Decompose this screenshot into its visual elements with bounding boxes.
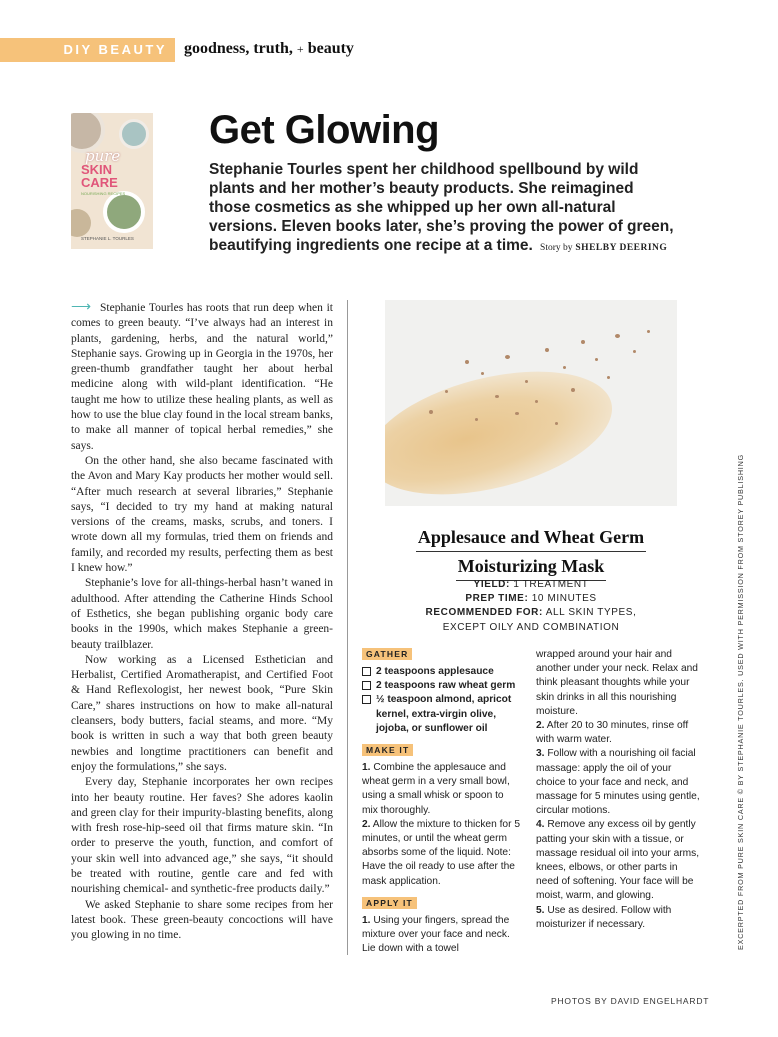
step-text: Use as desired. Follow with moisturizer if necessary. [536, 904, 672, 930]
recipe-title-line2: Moisturizing Mask [456, 552, 607, 581]
speck [429, 410, 433, 414]
step-number: 4. [536, 819, 545, 831]
column-divider [347, 300, 348, 955]
ingredient-text: ½ teaspoon almond, apricot kernel, extra-virgin olive, jojoba, or sunflower oil [376, 694, 512, 734]
step-text: Combine the applesauce and wheat germ in a very small bowl, using a small whisk or spoon to mix thoroughly. [362, 762, 510, 816]
step-text: Remove any excess oil by gently patting your skin with a tissue, or massage residual oil into your arms, knees, elbows, or other parts in need of softening. Your face will be moist, warm, and glowing. [536, 819, 700, 902]
speck [505, 355, 510, 359]
ingredient-item [362, 693, 522, 736]
applyit-label: APPLY IT [362, 897, 417, 909]
recommended-row-2: EXCEPT OILY AND COMBINATION [442, 621, 620, 633]
applyit-continued: wrapped around your hair and another under your neck. Relax and think pleasant thoughts while your skin drinks in all this nourishing moisture. [536, 649, 698, 717]
arrow-icon: ⟶ [71, 300, 92, 315]
recipe-column-1 [362, 646, 522, 956]
step-number: 2. [536, 720, 545, 732]
ingredient-item [362, 665, 522, 679]
speck [515, 412, 519, 415]
section-subtitle [184, 40, 354, 58]
article-body [71, 300, 333, 943]
makeit-step [362, 761, 522, 818]
section-tag: DIY BEAUTY [63, 42, 167, 57]
article-dek [209, 160, 679, 258]
byline [537, 243, 667, 253]
step-text: Using your fingers, spread the mixture over your face and neck. Lie down with a towel [362, 914, 510, 955]
article-paragraph: We asked Stephanie to share some recipes from her latest book. These green-beauty concoctions will have you glowing in no time. [71, 898, 333, 942]
speck [581, 340, 585, 344]
article-paragraph [71, 300, 333, 454]
byline-prefix: Story by [540, 243, 573, 253]
article-paragraph: Stephanie’s love for all-things-herbal hasn’t waned in adulthood. After attending the Catherine Hinds School of Esthetics, she began publishing organic body care books in the 1990s, which makes Stephanie a green-beauty trailblazer. [71, 577, 333, 651]
checkbox-icon [362, 681, 371, 690]
recipe-title-line1: Applesauce and Wheat Germ [416, 523, 646, 552]
speck [535, 400, 538, 403]
photo-credit: PHOTOS BY DAVID ENGELHARDT [551, 996, 710, 1006]
step-number: 1. [362, 762, 371, 774]
speck [633, 350, 636, 353]
speck [607, 376, 610, 379]
speck [545, 348, 549, 352]
article-paragraph: On the other hand, she also became fascinated with the Avon and Mary Kay products her mother would sell. “After much research at several libraries,” Stephanie says, “I decided to try my hand at making natural versions of the creams, masks, scrubs, and toners. I wrote down all my formulas, tried them on friends and family, and recorded my results, perfecting them as best I knew how.” [71, 454, 333, 575]
ingredient-text: 2 teaspoons raw wheat germ [376, 680, 516, 692]
recommended-value: ALL SKIN TYPES, [542, 607, 637, 619]
recipe-meta [385, 578, 677, 635]
speck [555, 422, 558, 425]
makeit-step [362, 818, 522, 889]
checkbox-icon [362, 695, 371, 704]
ingredient-item [362, 679, 522, 693]
step-text: After 20 to 30 minutes, rinse off with warm water. [536, 720, 689, 746]
book-title-main: SKIN CARE [81, 162, 118, 190]
speck [481, 372, 484, 375]
speck [465, 360, 469, 364]
book-cover-image [71, 113, 153, 249]
makeit-label: MAKE IT [362, 744, 413, 756]
gather-label: GATHER [362, 648, 412, 660]
section-sub-plus: + [296, 42, 304, 56]
section-sub-b: beauty [303, 40, 354, 57]
bowl-shape [71, 209, 91, 237]
applyit-step [536, 904, 701, 932]
book-subtitle: NOURISHING RECIPES [81, 191, 126, 196]
prep-label: PREP TIME: [465, 593, 529, 605]
mask-smear [385, 349, 625, 506]
speck [525, 380, 528, 383]
section-sub-a: goodness, truth, [184, 40, 297, 57]
applyit-step [362, 914, 522, 957]
step-number: 2. [362, 818, 371, 830]
speck [595, 358, 598, 361]
article-paragraph: Now working as a Licensed Esthetician and Herbalist, Certified Aromatherapist, and Certified Foot & Hand Reflexologist, her newest book, “Pure Skin Care,” shares instructions on how to make all-natural cleansers, body butters, facial steams, and more. “My book is written in such a way that both green beauty newbies and longtime practitioners can benefit and enjoy the formulations,” she says. [71, 653, 333, 773]
recipe-column-2 [536, 648, 701, 932]
applyit-step [536, 818, 701, 903]
yield-row [385, 578, 677, 592]
bowl-shape [119, 119, 149, 149]
step-number: 3. [536, 748, 545, 760]
prep-row [385, 592, 677, 606]
section-tab [0, 38, 175, 62]
mask-photo [385, 300, 677, 506]
step-text: Allow the mixture to thicken for 5 minutes, or until the wheat germ absorbs some of the liquid. Note: Have the oil ready to use after the mask application. [362, 818, 520, 887]
checkbox-icon [362, 667, 371, 676]
byline-name: SHELBY DEERING [575, 243, 668, 253]
speck [445, 390, 448, 393]
speck [563, 366, 566, 369]
speck [647, 330, 650, 333]
step-text: Follow with a nourishing oil facial massage: apply the oil of your choice to your face and neck, and massage for 5 minutes using gentle, circular motions. [536, 748, 700, 817]
applyit-step [536, 719, 701, 747]
side-credit: EXCERPTED FROM PURE SKIN CARE © BY STEPHANIE TOURLES. USED WITH PERMISSION FROM STOREY PUBLISHING [736, 454, 745, 950]
yield-label: YIELD: [473, 579, 510, 590]
page-title: Get Glowing [209, 108, 440, 152]
book-author: STEPHANIE L. TOURLES [81, 236, 134, 241]
recommended-row [385, 606, 677, 620]
step-number: 1. [362, 914, 371, 926]
applyit-step [536, 747, 701, 818]
speck [571, 388, 575, 392]
speck [495, 395, 499, 398]
recipe-title [385, 523, 677, 581]
prep-value: 10 MINUTES [528, 593, 597, 605]
recommended-label: RECOMMENDED FOR: [425, 607, 543, 619]
dek-text: Stephanie Tourles spent her childhood spellbound by wild plants and her mother’s beauty products. She reimagined those cosmetics as she whipped up her own all-natural versions. Eleven books later, she’s proving the power of green, beautifying ingredients one recipe at a time. [209, 161, 674, 254]
speck [475, 418, 478, 421]
paragraph-text: Stephanie Tourles has roots that run deep when it comes to green beauty. “I’ve always had an interest in plants, gardening, herbs, and the natural world,” Stephanie says. Growing up in Georgia in the 1970s, her green-thumb grandfather taught her about herbal medicine along with wild-plant identification. “He taught me how to utilize these healing plants, as well as how to use the blue clay found in the local stream banks, to make all manner of topical herbal remedies,” she says. [71, 302, 333, 452]
ingredient-text: 2 teaspoons applesauce [376, 666, 494, 677]
article-paragraph: Every day, Stephanie incorporates her own recipes into her beauty routine. Her faves? She adores kaolin and green clay for their impurity-blasting benefits, along with fresh rose-hip-seed oil that firms mature skin. “In order to preserve the youth, function, and comfort of your skin well into advanced age,” she says, “it should be treated with routine, gentle care and fed with nourishing chemical- and synthetic-free products daily.” [71, 776, 333, 896]
book-title-script: pure [85, 147, 121, 165]
yield-value: 1 TREATMENT [509, 579, 589, 590]
step-number: 5. [536, 904, 545, 916]
bowl-shape [103, 191, 145, 233]
speck [615, 334, 620, 338]
